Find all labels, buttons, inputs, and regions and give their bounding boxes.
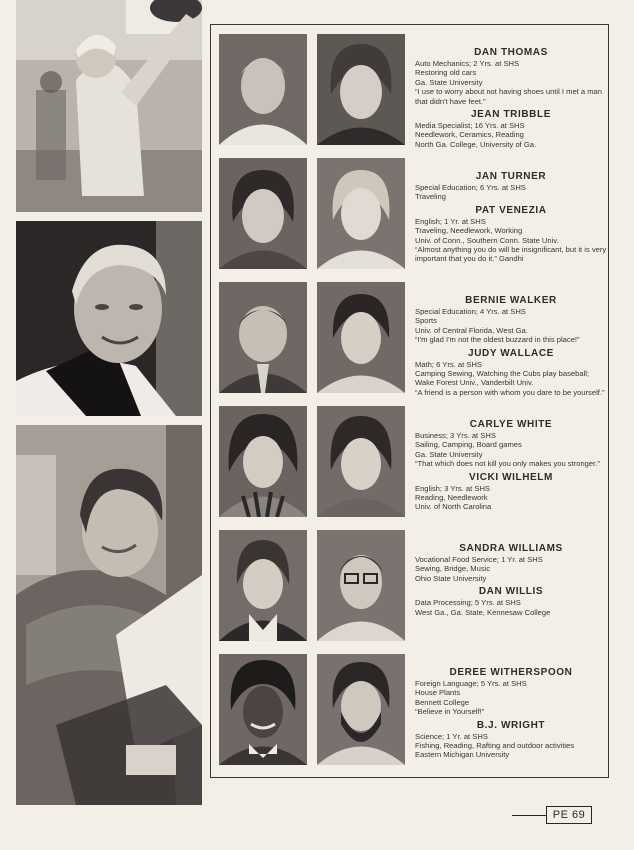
faculty-row	[211, 397, 608, 521]
page-number: PE 69	[546, 806, 592, 824]
bio-line: Needlework, Ceramics, Reading	[415, 130, 524, 140]
faculty-bio	[415, 543, 607, 583]
bio-quote: “I'm glad I'm not the oldest buzzard in this place!”	[415, 335, 580, 345]
faculty-bio	[415, 472, 607, 512]
bio-quote: “Believe in Yourself!”	[415, 707, 485, 717]
faculty-name: B.J. WRIGHT	[476, 719, 546, 731]
faculty-name: SANDRA WILLIAMS	[459, 543, 563, 554]
bio-column	[415, 419, 607, 515]
bio-line: Data Processing; 5 Yrs. at SHS	[415, 598, 521, 608]
faculty-name: DAN THOMAS	[474, 47, 548, 58]
bio-line: Special Education; 4 Yrs. at SHS	[415, 307, 526, 316]
bio-column	[415, 171, 607, 267]
faculty-row	[211, 149, 608, 273]
bio-column	[415, 667, 607, 763]
faculty-bio	[415, 109, 607, 149]
bio-line: Ga. State University	[415, 449, 483, 459]
portrait-photo	[219, 158, 307, 269]
faculty-bio	[415, 720, 607, 760]
bio-line: Camping Sewing, Watching the Cubs play baseball;	[415, 369, 590, 379]
faculty-name: DEREE WITHERSPOON	[449, 667, 573, 678]
faculty-bio	[415, 171, 607, 202]
portrait-photo	[317, 406, 405, 517]
bio-line: Traveling, Needlework, Working	[415, 226, 523, 236]
bio-quote: “Almost anything you do will be insignificant, but it is very important that you do it.” Gandhi	[415, 245, 607, 264]
bio-line: Vocational Food Service; 1 Yr. at SHS	[415, 555, 543, 564]
portrait-photo	[219, 530, 307, 641]
portrait-photo	[317, 530, 405, 641]
portrait-photo	[317, 654, 405, 765]
bio-line: Fishing, Reading, Rafting and outdoor activities	[415, 741, 575, 751]
faculty-name: DAN WILLIS	[478, 586, 544, 598]
bio-quote: “I use to worry about not having shoes until I met a man that didn't have feet.”	[415, 87, 602, 106]
bio-line: Univ. of Conn., Southern Conn. State Univ.	[415, 235, 559, 245]
bio-column	[415, 47, 607, 152]
bio-line: Foreign Language; 5 Yrs. at SHS	[415, 679, 527, 688]
basketball-player-photo	[16, 0, 202, 212]
bio-column	[415, 543, 607, 620]
faculty-bio	[415, 348, 607, 398]
bio-quote: “That which does not kill you only makes you stronger.”	[415, 459, 600, 469]
faculty-bio	[415, 667, 607, 717]
bio-line: English; 1 Yr. at SHS	[415, 216, 486, 226]
faculty-row	[211, 521, 608, 645]
portrait-photo	[219, 34, 307, 145]
faculty-name: VICKI WILHELM	[469, 471, 553, 483]
bio-line: Wake Forest Univ., Vanderbilt Univ.	[415, 378, 534, 388]
bio-column	[415, 295, 607, 400]
faculty-name: PAT VENEZIA	[475, 204, 547, 216]
faculty-name: JUDY WALLACE	[468, 347, 554, 359]
teacher-at-desk-photo	[16, 425, 202, 805]
bio-line: Ga. State University	[415, 77, 483, 87]
page-number-rule	[512, 815, 546, 816]
portrait-photo	[219, 654, 307, 765]
teacher-smiling-photo	[16, 221, 202, 416]
faculty-bio	[415, 586, 607, 617]
bio-line: Univ. of Central Florida, West Ga.	[415, 325, 528, 335]
bio-line: Auto Mechanics; 2 Yrs. at SHS	[415, 59, 520, 68]
bio-line: North Ga. College, University of Ga.	[415, 139, 537, 149]
bio-line: Sailing, Camping, Board games	[415, 440, 522, 450]
bio-line: West Ga., Ga. State, Kennesaw College	[415, 607, 551, 617]
bio-line: Traveling	[415, 192, 446, 202]
bio-quote: “A friend is a person with whom you dare to be yourself.”	[415, 387, 605, 397]
bio-line: Univ. of North Carolina	[415, 502, 492, 512]
bio-line: Reading, Needlework	[415, 493, 488, 503]
bio-line: Eastern Michigan University	[415, 750, 510, 760]
faculty-row	[211, 273, 608, 397]
bio-line: Math; 6 Yrs. at SHS	[415, 359, 482, 369]
faculty-bio	[415, 419, 607, 469]
bio-line: Special Education; 6 Yrs. at SHS	[415, 183, 526, 192]
bio-line: Sports	[415, 316, 437, 326]
bio-line: Business; 3 Yrs. at SHS	[415, 431, 496, 440]
faculty-row	[211, 645, 608, 769]
faculty-name: CARLYE WHITE	[469, 419, 553, 430]
faculty-name: JAN TURNER	[475, 171, 547, 182]
bio-line: Restoring old cars	[415, 68, 477, 78]
portrait-photo	[317, 158, 405, 269]
faculty-name: JEAN TRIBBLE	[471, 109, 551, 121]
bio-line: House Plants	[415, 688, 461, 698]
portrait-photo	[317, 282, 405, 393]
portrait-photo	[219, 406, 307, 517]
faculty-bio	[415, 295, 607, 345]
faculty-name: BERNIE WALKER	[465, 295, 557, 306]
portrait-photo	[317, 34, 405, 145]
bio-line: Ohio State University	[415, 573, 487, 583]
bio-line: Sewing, Bridge, Music	[415, 564, 491, 574]
faculty-row	[211, 25, 608, 149]
bio-line: English; 3 Yrs. at SHS	[415, 483, 490, 493]
faculty-bio	[415, 205, 607, 264]
portrait-photo	[219, 282, 307, 393]
faculty-block	[210, 24, 609, 778]
bio-line: Media Specialist; 16 Yrs. at SHS	[415, 121, 525, 131]
bio-line: Bennett College	[415, 697, 470, 707]
faculty-bio	[415, 47, 607, 106]
bio-line: Science; 1 Yr. at SHS	[415, 731, 488, 741]
